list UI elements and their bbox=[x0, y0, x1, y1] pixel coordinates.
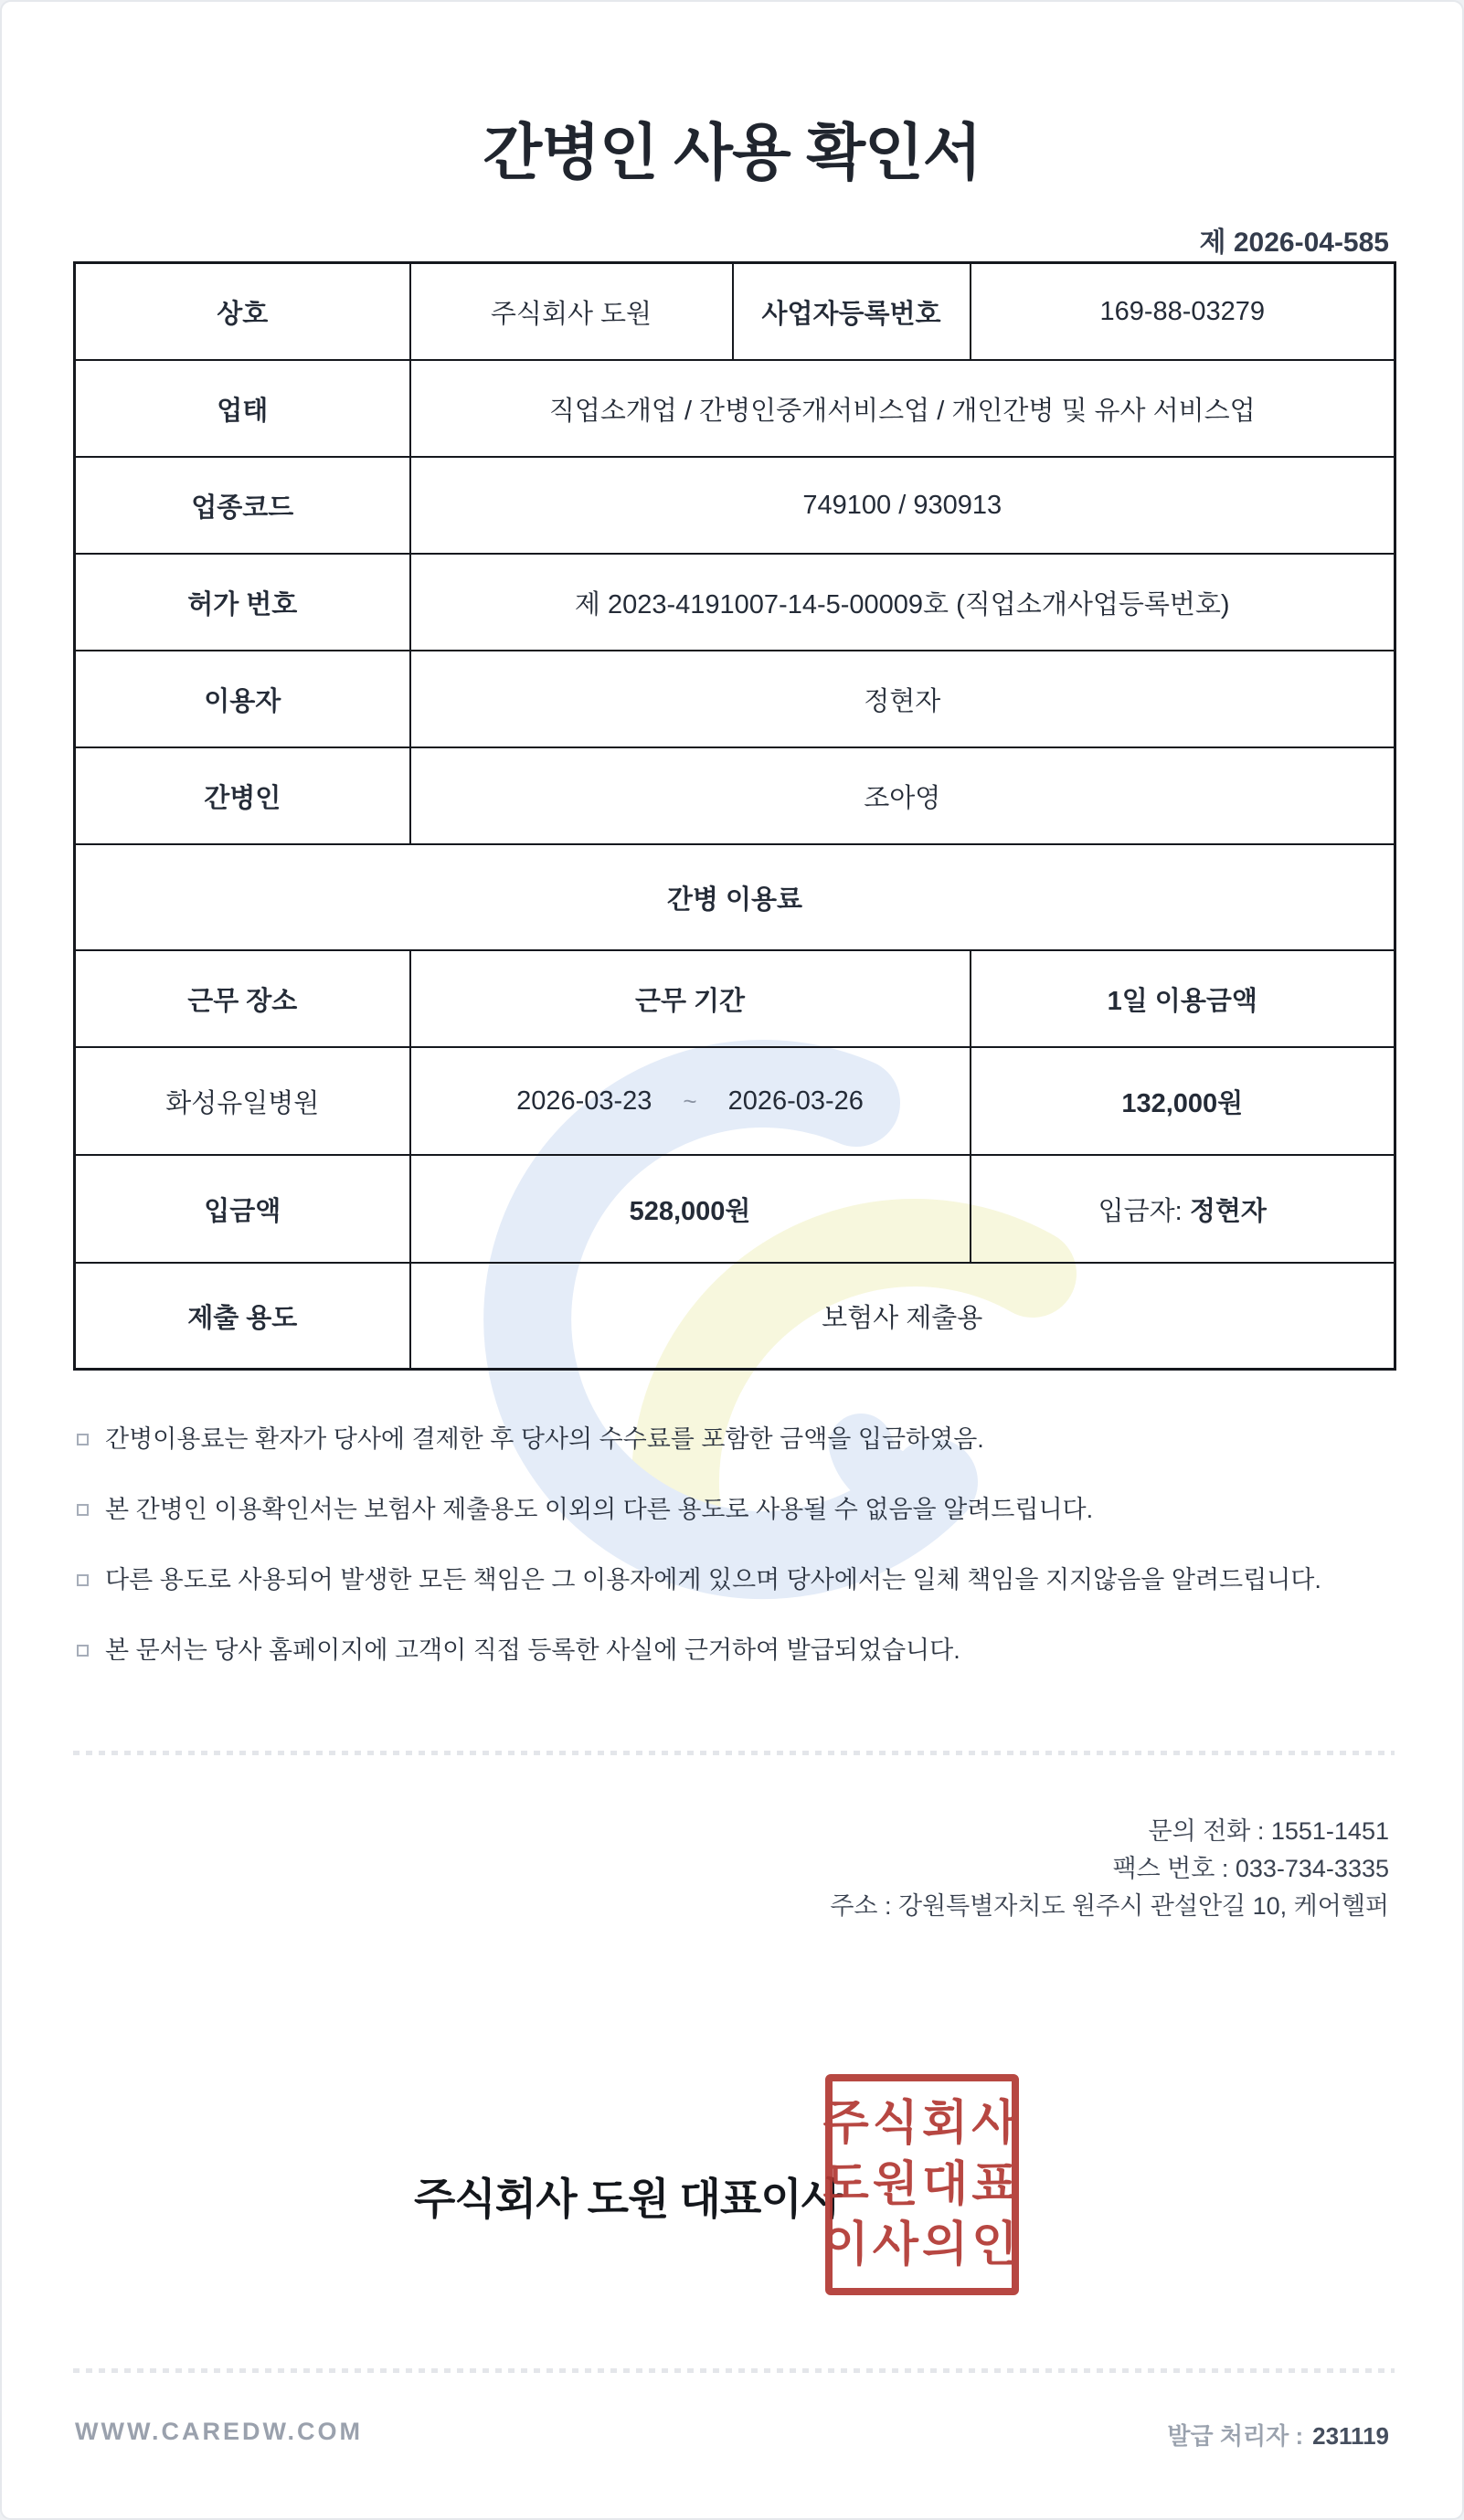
website-url: WWW.CAREDW.COM bbox=[75, 2418, 363, 2445]
square-bullet-icon bbox=[77, 1504, 89, 1516]
workplace-label: 근무 장소 bbox=[75, 950, 410, 1047]
phone-line: 문의 전화 : 1551-1451 bbox=[1148, 1817, 1389, 1845]
table-row-work-data bbox=[75, 1047, 1395, 1155]
table-row-work-header bbox=[75, 950, 1395, 1047]
notes-section bbox=[75, 1424, 1321, 1705]
note-item bbox=[75, 1494, 1321, 1525]
square-bullet-icon bbox=[77, 1645, 89, 1657]
document-number: 제 2026-04-585 bbox=[1199, 228, 1389, 258]
user-value: 정현자 bbox=[410, 651, 1395, 747]
caregiver-value: 조아영 bbox=[410, 747, 1395, 844]
fax-line: 팩스 번호 : 033-734-3335 bbox=[1112, 1855, 1389, 1882]
note-text: 본 간병인 이용확인서는 보험사 제출용도 이외의 다른 용도로 사용될 수 없음을 알려드립니다. bbox=[105, 1496, 1094, 1523]
stamp-line: 도원대표 bbox=[822, 2157, 1022, 2211]
table-row-permit bbox=[75, 554, 1395, 651]
corporate-seal-stamp bbox=[822, 2074, 1022, 2295]
table-row-fee-section bbox=[75, 844, 1395, 950]
depositor-value: 정현자 bbox=[1189, 1196, 1267, 1226]
address-line: 주소 : 강원특별자치도 원주시 관설안길 10, 케어헬퍼 bbox=[830, 1892, 1389, 1920]
biz-reg-label: 사업자등록번호 bbox=[733, 263, 971, 361]
period-start: 2026-03-23 bbox=[516, 1085, 652, 1116]
daily-fee-label: 1일 이용금액 bbox=[971, 950, 1395, 1047]
table-row-purpose bbox=[75, 1263, 1395, 1370]
issuer-info bbox=[1167, 2418, 1389, 2451]
table-row-industry-code bbox=[75, 457, 1395, 554]
period-end: 2026-03-26 bbox=[727, 1085, 864, 1116]
period-value bbox=[410, 1047, 971, 1155]
depositor-label: 입금자: bbox=[1098, 1196, 1183, 1226]
table-row-company bbox=[75, 263, 1395, 361]
purpose-value: 보험사 제출용 bbox=[410, 1263, 1395, 1370]
table-row-caregiver bbox=[75, 747, 1395, 844]
business-type-label: 업태 bbox=[75, 360, 410, 457]
daily-fee-value: 132,000원 bbox=[971, 1047, 1395, 1155]
confirmation-table bbox=[73, 261, 1396, 1371]
table-row-user bbox=[75, 651, 1395, 747]
deposit-label: 입금액 bbox=[75, 1155, 410, 1263]
user-label: 이용자 bbox=[75, 651, 410, 747]
table-row-deposit bbox=[75, 1155, 1395, 1263]
dashed-divider bbox=[73, 2368, 1395, 2373]
period-label: 근무 기간 bbox=[410, 950, 971, 1047]
period-tilde: ~ bbox=[683, 1086, 697, 1115]
contact-info bbox=[830, 1813, 1389, 1925]
note-item bbox=[75, 1424, 1321, 1455]
note-text: 다른 용도로 사용되어 발생한 모든 책임은 그 이용자에게 있으며 당사에서는 일체 책임을 지지않음을 알려드립니다. bbox=[105, 1566, 1321, 1594]
company-label: 상호 bbox=[75, 263, 410, 361]
biz-reg-value: 169-88-03279 bbox=[971, 263, 1395, 361]
permit-value: 제 2023-4191007-14-5-00009호 (직업소개사업등록번호) bbox=[410, 554, 1395, 651]
issuer-label: 발급 처리자 : bbox=[1167, 2422, 1304, 2450]
depositor-cell bbox=[971, 1155, 1395, 1263]
dashed-divider bbox=[73, 1751, 1395, 1755]
purpose-label: 제출 용도 bbox=[75, 1263, 410, 1370]
note-text: 본 문서는 당사 홈페이지에 고객이 직접 등록한 사실에 근거하여 발급되었습니다. bbox=[105, 1636, 960, 1664]
permit-label: 허가 번호 bbox=[75, 554, 410, 651]
industry-code-label: 업종코드 bbox=[75, 457, 410, 554]
fee-section-title: 간병 이용료 bbox=[75, 844, 1395, 950]
square-bullet-icon bbox=[77, 1574, 89, 1586]
note-text: 간병이용료는 환자가 당사에 결제한 후 당사의 수수료를 포함한 금액을 입금하였음. bbox=[105, 1425, 984, 1453]
workplace-value: 화성유일병원 bbox=[75, 1047, 410, 1155]
company-value: 주식회사 도원 bbox=[410, 263, 733, 361]
stamp-line: 이사의인 bbox=[822, 2218, 1022, 2272]
industry-code-value: 749100 / 930913 bbox=[410, 457, 1395, 554]
deposit-value: 528,000원 bbox=[410, 1155, 971, 1263]
table-row-business-type bbox=[75, 360, 1395, 457]
issuer-value: 231119 bbox=[1312, 2422, 1389, 2450]
business-type-value: 직업소개업 / 간병인중개서비스업 / 개인간병 및 유사 서비스업 bbox=[410, 360, 1395, 457]
note-item bbox=[75, 1564, 1321, 1595]
stamp-line: 주식회사 bbox=[822, 2097, 1022, 2151]
note-item bbox=[75, 1635, 1321, 1666]
signature-area bbox=[2, 2059, 1464, 2315]
caregiver-label: 간병인 bbox=[75, 747, 410, 844]
page-title: 간병인 사용 확인서 bbox=[483, 119, 981, 187]
ceo-signature-text: 주식회사 도원 대표이사 bbox=[414, 2175, 843, 2223]
square-bullet-icon bbox=[77, 1434, 89, 1445]
